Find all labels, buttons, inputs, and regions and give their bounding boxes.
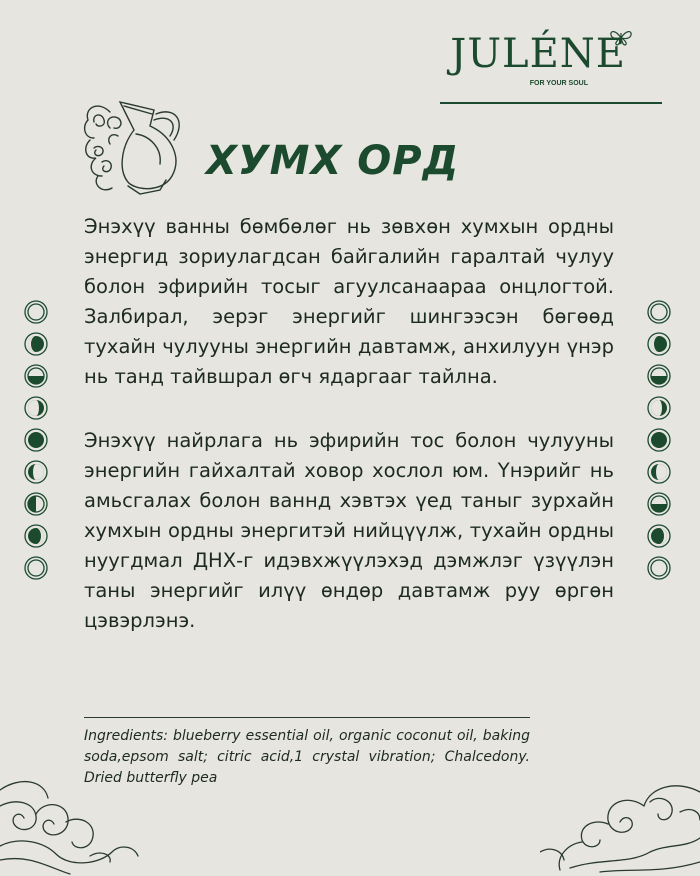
waning-gibbous-moon-icon — [647, 460, 671, 484]
page-title: ХУМХ ОРД — [206, 138, 460, 184]
waxing-gibbous-moon-icon — [647, 396, 671, 420]
ingredients-text: Ingredients: blueberry essential oil, organic coconut oil, baking soda,epsom salt; citric acid,1 crystal vibration; Chalcedony. Dried butterfly pea — [84, 728, 530, 786]
last-quarter-moon-icon — [647, 492, 671, 516]
new-moon-icon — [647, 556, 671, 580]
brand-name: JULÉNE — [450, 31, 626, 77]
waxing-crescent-moon-icon — [647, 332, 671, 356]
first-quarter-moon-icon — [647, 364, 671, 388]
waxing-crescent-moon-icon — [24, 332, 48, 356]
new-moon-icon — [647, 300, 671, 324]
waning-crescent-moon-icon — [647, 524, 671, 548]
new-moon-icon — [24, 300, 48, 324]
description-paragraph-2: Энэхүү найрлага нь эфирийн тос болон чулууны энергийн гайхалтай ховор хослол юм. Үнэрийг нь амьсгалах болон ваннд хэвтэх үед таныг зурхайн хумхын ордны энергитэй нийцүүлж, тухайн ордны нуугдмал ДНХ-г идэвхжүүлэхэд дэмжлэг үзүүлэн таны энергийг илүү өндөр давтамж руу өргөн цэвэрлэнэ. — [84, 429, 614, 632]
first-quarter-moon-icon — [24, 364, 48, 388]
last-quarter-moon-icon — [24, 492, 48, 516]
full-moon-icon — [24, 428, 48, 452]
waning-crescent-moon-icon — [24, 524, 48, 548]
full-moon-icon — [647, 428, 671, 452]
brand-divider — [440, 102, 662, 104]
waxing-gibbous-moon-icon — [24, 396, 48, 420]
cloud-left-icon — [0, 750, 140, 876]
moon-phases-right — [647, 300, 671, 580]
ingredients-divider — [84, 717, 530, 718]
new-moon-icon — [24, 556, 48, 580]
butterfly-icon — [608, 28, 634, 48]
water-jug-icon — [80, 92, 192, 198]
brand-tagline: FOR YOUR SOUL — [529, 80, 588, 87]
cloud-right-icon — [540, 772, 700, 876]
moon-phases-left — [24, 300, 48, 580]
waning-gibbous-moon-icon — [24, 460, 48, 484]
description-paragraph-1: Энэхүү ванны бөмбөлөг нь зөвхөн хумхын ордны энергид зориулагдсан байгалийн гаралтай чулуу болон эфирийн тосыг агуулсанаараа онцлогтой. Залбирал, эерэг энергийг шингээсэн бөгөөд тухайн чулууны энергийн давтамж, анхилуун үнэр нь танд тайвшрал өгч ядаргааг тайлна. — [84, 215, 614, 388]
